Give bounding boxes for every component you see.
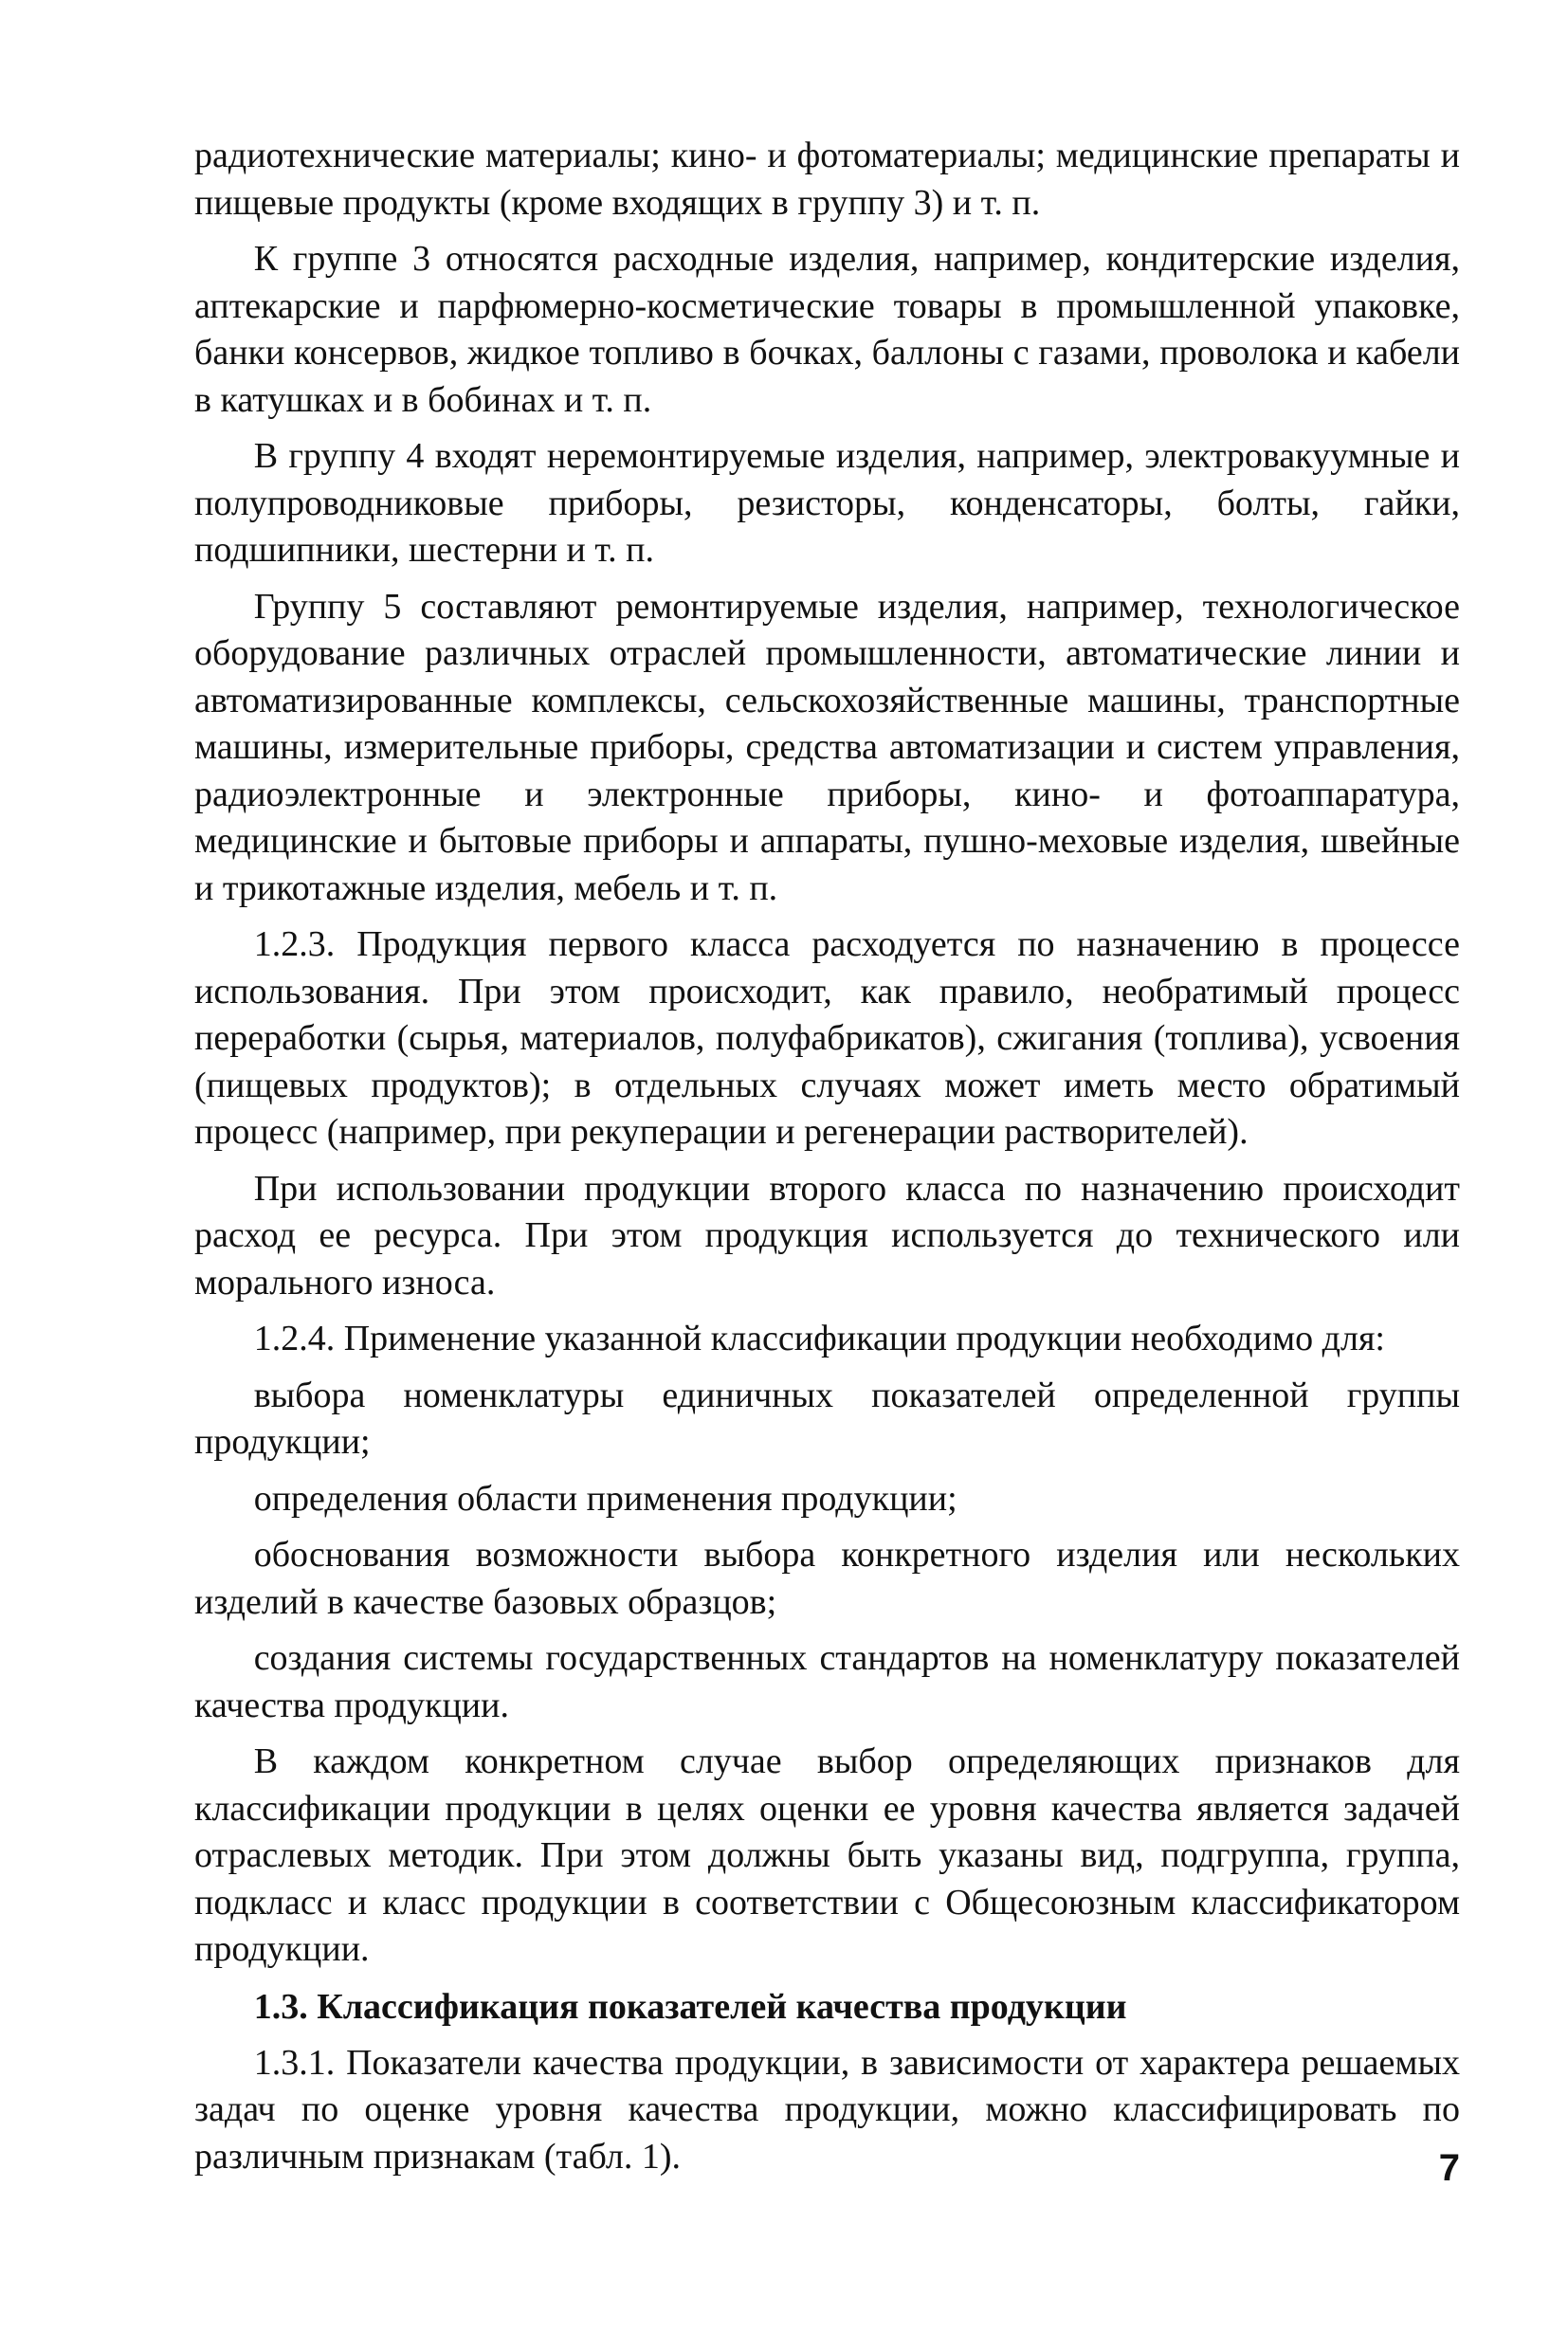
- paragraph-continuation: радиотехнические материалы; кино- и фотоматериалы; медицинские препараты и пищевые продукты (кроме входящих в группу 3) и т. п.: [194, 136, 1460, 223]
- paragraph-1-2-3: 1.2.3. Продукция первого класса расходуется по назначению в процессе использования. При этом происходит, как правило, необратимый процесс переработки (сырья, материалов, полуфабрикатов), сжигания (топлива), усвоения (пищевых продуктов); в отдельных случаях может иметь место обратимый процесс (например, при рекуперации и регенерации растворителей).: [194, 924, 1460, 1152]
- list-item-application-area: определения области применения продукции;: [253, 1478, 957, 1519]
- page-number: 7: [1438, 2147, 1460, 2189]
- page-body: [194, 133, 1460, 2190]
- list-item-base-samples: обоснования возможности выбора конкретного изделия или нескольких изделий в качестве базовых образцов;: [194, 1535, 1460, 1622]
- paragraph-classification-choice: В каждом конкретном случае выбор определяющих признаков для классификации продукции в целях оценки ее уровня качества является задачей отраслевых методик. При этом должны быть указаны вид, подгруппа, группа, подкласс и класс продукции в соответствии с Общесоюзным классификатором продукции.: [194, 1741, 1460, 1969]
- paragraph-1-3-1: 1.3.1. Показатели качества продукции, в зависимости от характера решаемых задач по оценке уровня качества продукции, можно классифицировать по различным признакам (табл. 1).: [194, 2042, 1460, 2177]
- paragraph-second-class: При использовании продукции второго класса по назначению происходит расход ее ресурса. При этом продукция используется до технического или морального износа.: [194, 1168, 1460, 1303]
- paragraph-group-4: В группу 4 входят неремонтируемые изделия, например, электровакуумные и полупроводниковые приборы, резисторы, конденсаторы, болты, гайки, подшипники, шестерни и т. п.: [194, 436, 1460, 570]
- paragraph-group-3: К группе 3 относятся расходные изделия, например, кондитерские изделия, аптекарские и парфюмерно-косметические товары в промышленной упаковке, банки консервов, жидкое топливо в бочках, баллоны с газами, проволока и кабели в катушках и в бобинах и т. п.: [194, 239, 1460, 420]
- list-item-standards: создания системы государственных стандартов на номенклатуру показателей качества продукции.: [194, 1638, 1460, 1725]
- paragraph-group-5: Группу 5 составляют ремонтируемые изделия, например, технологическое оборудование различных отраслей промышленности, автоматические линии и автоматизированные комплексы, сельскохозяйственные машины, транспортные машины, измерительные приборы, средства автоматизации и систем управления, радиоэлектронные и электронные приборы, кино- и фотоаппаратура, медицинские и бытовые приборы и аппараты, пушно-меховые изделия, швейные и трикотажные изделия, мебель и т. п.: [194, 586, 1460, 908]
- list-item-nomenclature: выбора номенклатуры единичных показателей определенной группы продукции;: [194, 1375, 1460, 1462]
- section-heading-1-3: 1.3. Классификация показателей качества продукции: [253, 1986, 1127, 2027]
- paragraph-1-2-4: 1.2.4. Применение указанной классификации продукции необходимо для:: [253, 1319, 1385, 1358]
